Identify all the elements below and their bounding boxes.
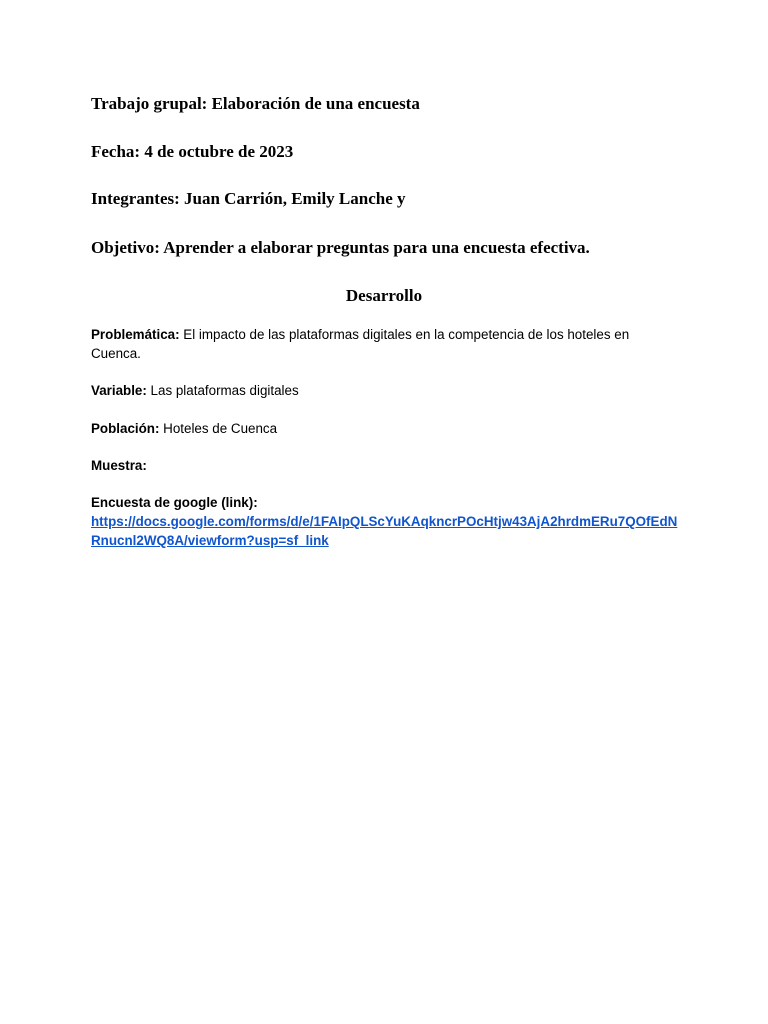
members-line: Integrantes: Juan Carrión, Emily Lanche y [91, 189, 406, 208]
problem-label: Problemática: [91, 327, 180, 342]
population-value: Hoteles de Cuenca [159, 421, 278, 436]
section-heading: Desarrollo [345, 286, 423, 305]
variable-paragraph [91, 382, 681, 401]
sample-label: Muestra: [91, 458, 147, 473]
population-paragraph [91, 420, 681, 439]
document-title: Trabajo grupal: Elaboración de una encuesta [91, 94, 420, 113]
survey-link[interactable]: https://docs.google.com/forms/d/e/1FAIpQLScYuKAqkncrPOcHtjw43AjA2hrdmERu7QOfEdNRnucnl2WQ8A/viewform?usp=sf_link [91, 514, 678, 548]
variable-value: Las plataformas digitales [146, 383, 299, 398]
population-label: Población: [91, 421, 160, 436]
survey-label: Encuesta de google (link): [91, 495, 258, 510]
objective-line: Objetivo: Aprender a elaborar preguntas para una encuesta efectiva. [91, 238, 590, 257]
problem-value: El impacto de las plataformas digitales en la competencia de los hoteles en Cuenca. [91, 327, 630, 361]
variable-label: Variable: [91, 383, 147, 398]
problem-paragraph [91, 326, 681, 363]
survey-label-line [91, 494, 681, 513]
sample-paragraph [91, 457, 681, 476]
date-line: Fecha: 4 de octubre de 2023 [91, 142, 294, 161]
